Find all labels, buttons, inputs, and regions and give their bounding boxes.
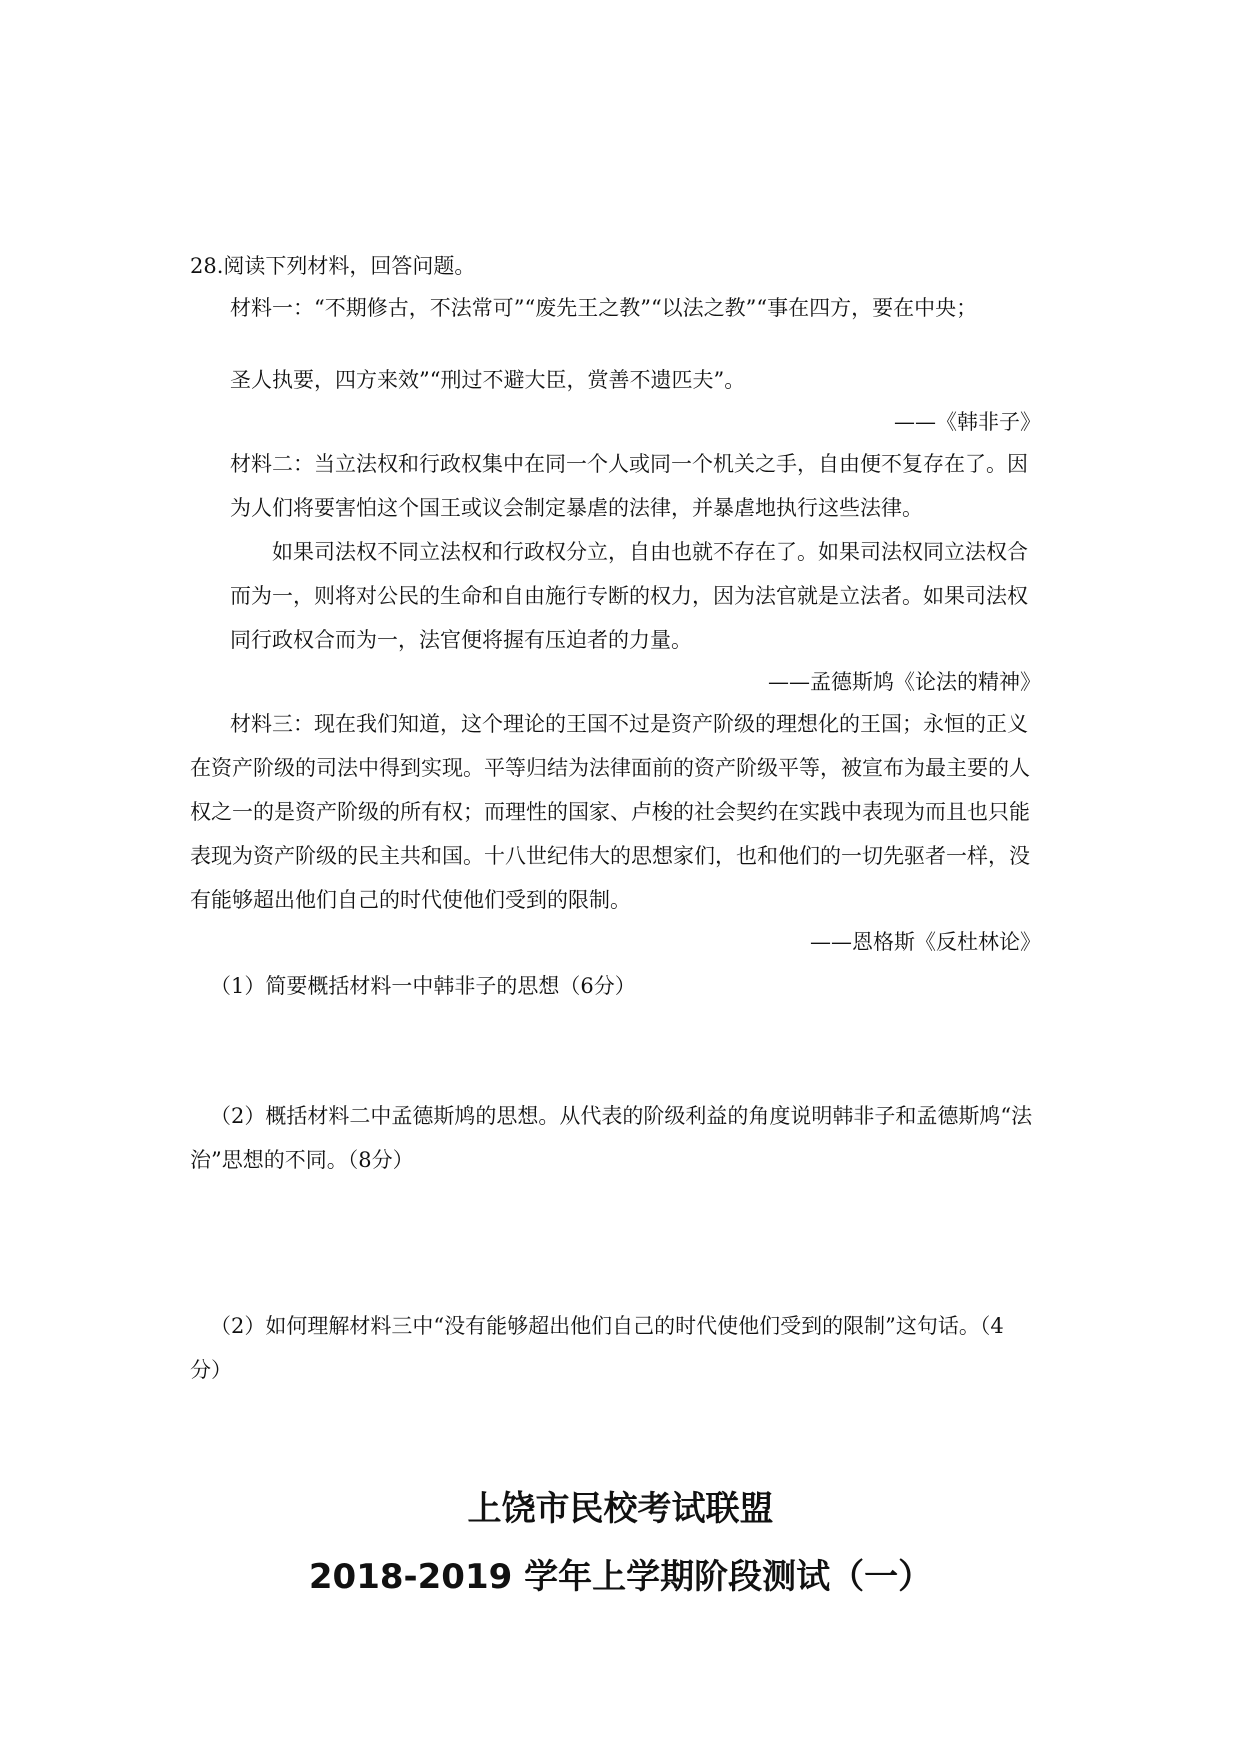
material2-line: 如果司法权不同立法权和行政权分立，自由也就不存在了。如果司法权同立法权合 xyxy=(272,540,1028,564)
material1-line: 圣人执要，四方来效”“刑过不避大臣，赏善不遗匹夫”。 xyxy=(230,368,746,392)
material2-source: ——孟德斯鸠《论法的精神》 xyxy=(768,670,1041,694)
question-heading: 28.阅读下列材料，回答问题。 xyxy=(190,254,476,278)
sub-question-1: （1）简要概括材料一中韩非子的思想（6分） xyxy=(210,974,636,998)
sub-question-3: 分） xyxy=(190,1358,232,1382)
material3-line: 表现为资产阶级的民主共和国。十八世纪伟大的思想家们，也和他们的一切先驱者一样，没 xyxy=(190,844,1030,868)
material3-line: 权之一的是资产阶级的所有权；而理性的国家、卢梭的社会契约在实践中表现为而且也只能 xyxy=(190,800,1030,824)
material2-line: 而为一，则将对公民的生命和自由施行专断的权力，因为法官就是立法者。如果司法权 xyxy=(230,584,1028,608)
sub-question-2: （2）概括材料二中孟德斯鸠的思想。从代表的阶级利益的角度说明韩非子和孟德斯鸠“法 xyxy=(210,1104,1033,1128)
material1-line: 材料一：“不期修古，不法常可”“废先王之教”“以法之教”“事在四方，要在中央； xyxy=(230,296,978,320)
material2-line: 材料二：当立法权和行政权集中在同一个人或同一个机关之手，自由便不复存在了。因 xyxy=(230,452,1028,476)
footer-title-line2: 2018-2019 学年上学期阶段测试（一） xyxy=(308,1557,933,1597)
sub-question-2: 治”思想的不同。（8分） xyxy=(190,1148,414,1172)
sub-question-3: （2）如何理解材料三中“没有能够超出他们自己的时代使他们受到的限制”这句话。（4 xyxy=(210,1314,1004,1338)
material1-source: ——《韩非子》 xyxy=(894,410,1041,434)
footer-title-line1: 上饶市民校考试联盟 xyxy=(467,1489,774,1529)
material3-source: ——恩格斯《反杜林论》 xyxy=(810,930,1041,954)
material3-line: 有能够超出他们自己的时代使他们受到的限制。 xyxy=(190,888,631,912)
material2-line: 为人们将要害怕这个国王或议会制定暴虐的法律，并暴虐地执行这些法律。 xyxy=(230,496,923,520)
material3-line: 材料三：现在我们知道，这个理论的王国不过是资产阶级的理想化的王国；永恒的正义 xyxy=(230,712,1028,736)
material2-line: 同行政权合而为一，法官便将握有压迫者的力量。 xyxy=(230,628,692,652)
material3-line: 在资产阶级的司法中得到实现。平等归结为法律面前的资产阶级平等，被宣布为最主要的人 xyxy=(190,756,1030,780)
